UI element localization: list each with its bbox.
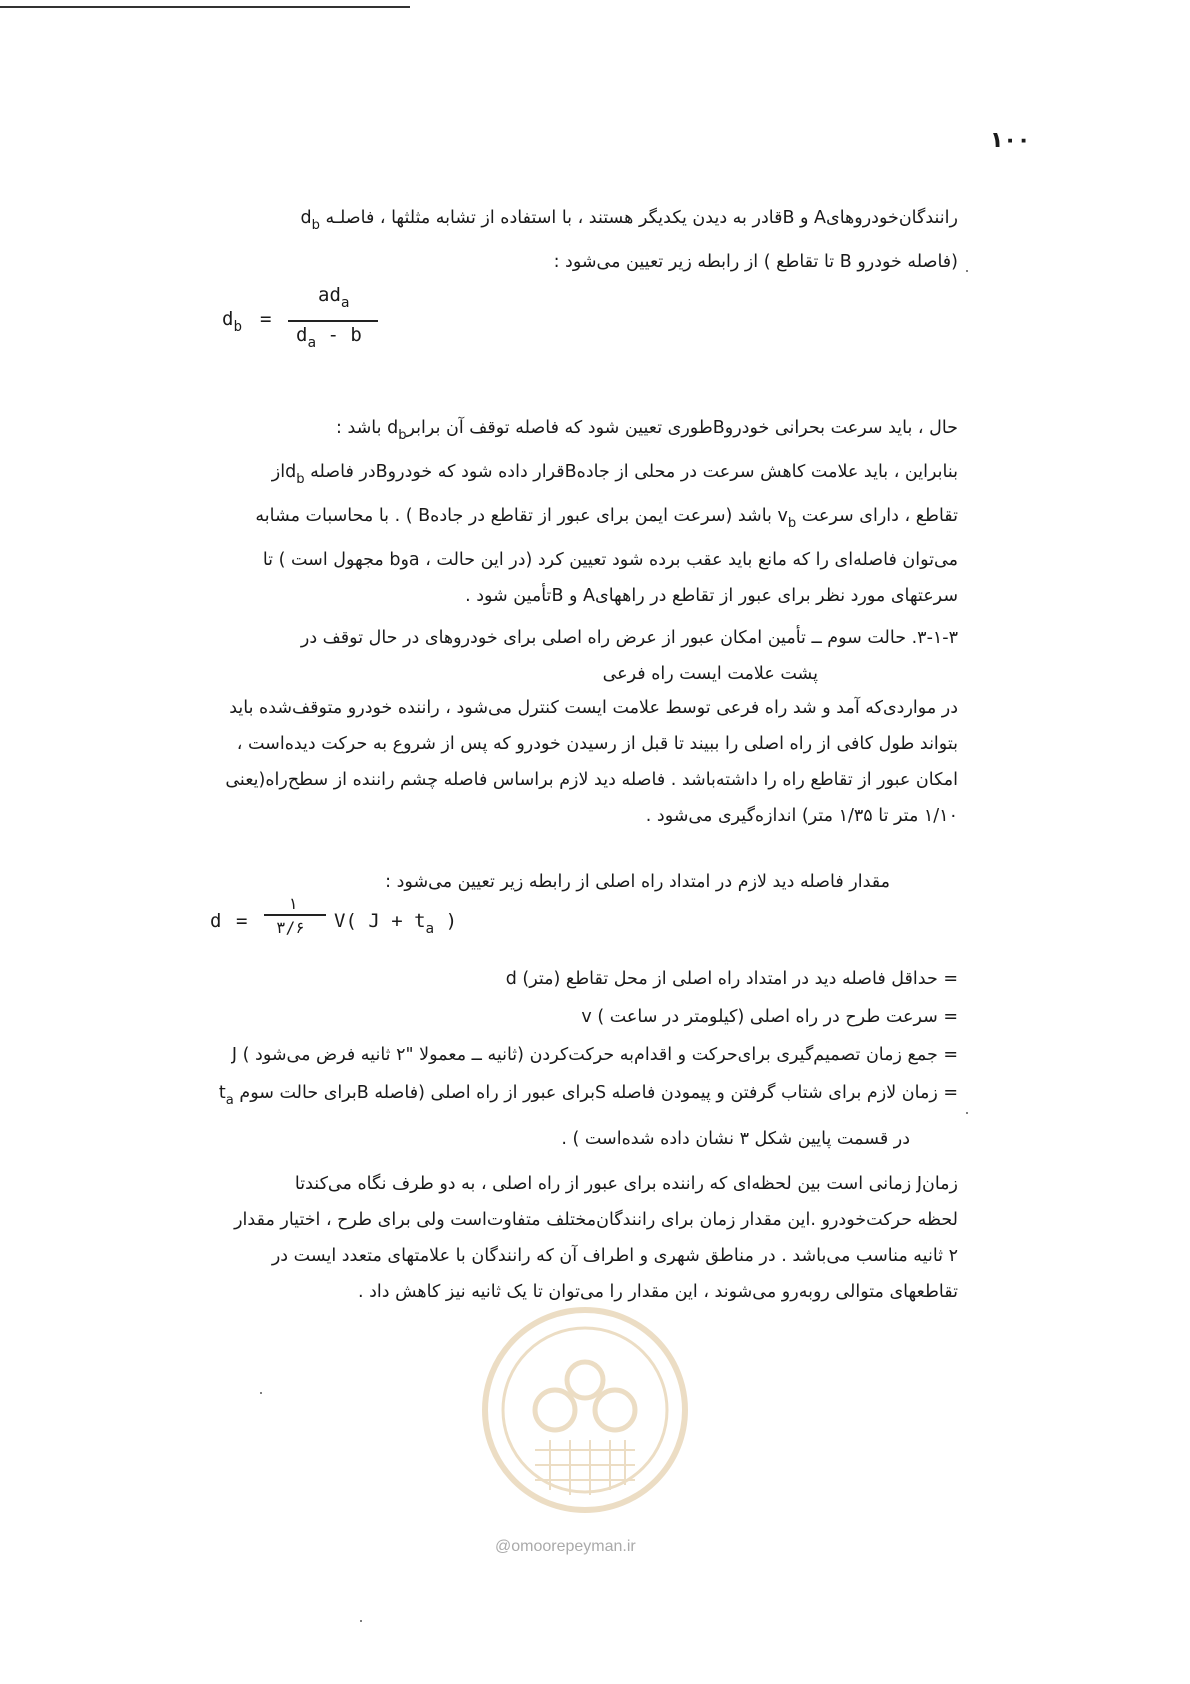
var-db: $d_b$ bbox=[300, 208, 320, 233]
scan-speck bbox=[360, 1620, 362, 1622]
paragraph-2-line-4: می‌توان فاصله‌ای را که مانع باید عقب برده شود تعیین کرد (در این حالت ، aوb مجهول است ) تا bbox=[262, 550, 958, 570]
section-title-line-1: ۳-۱-۳. حالت سوم ــ تأمین امکان عبور از عرض راه اصلی برای خودروهای در حال توقف در bbox=[300, 628, 958, 648]
watermark-emblem bbox=[475, 1300, 695, 1520]
section-title-line-2: پشت علامت ایست راه فرعی bbox=[602, 664, 818, 684]
fraction-bar bbox=[288, 320, 378, 322]
paragraph-3-line-1: در مواردی‌که آمد و شد راه فرعی توسط علامت ایست کنترل می‌شود ، راننده خودرو متوقف‌شده باید bbox=[229, 698, 958, 718]
symbol-ta: $t_a$ bbox=[218, 1083, 234, 1108]
page-number: ۱۰۰ bbox=[990, 128, 1031, 153]
paragraph-1-line-2: (فاصله خودرو B تا تقاطع ) از رابطه زیر تعیین می‌شود : bbox=[553, 252, 958, 272]
definition-j: = جمع زمان تصمیم‌گیری برای‌حرکت و اقدام‌به حرکت‌کردن (ثانیه ــ معمولا "۲ ثانیه فرض می‌شود ) J bbox=[231, 1045, 958, 1065]
paragraph-3 bbox=[198, 690, 958, 834]
formula-1-numerator: $ad_a$ bbox=[318, 284, 350, 311]
formula-2-numerator: ۱ bbox=[288, 894, 298, 913]
top-rule bbox=[0, 6, 410, 8]
formula-2-eq: = bbox=[236, 910, 248, 932]
definition-v: = سرعت طرح در راه اصلی (کیلومتر در ساعت ) v bbox=[581, 1007, 958, 1027]
paragraph-5-line-1: زمانJ زمانی است بین لحظه‌ای که راننده برای عبور از راه اصلی ، به دو طرف نگاه می‌کندتا bbox=[294, 1174, 958, 1194]
paragraph-5-line-4: تقاطعهای متوالی روبه‌رو می‌شوند ، این مقدار را می‌توان تا یک ثانیه نیز کاهش داد . bbox=[357, 1282, 958, 1302]
paragraph-2-line-1: حال ، باید سرعت بحرانی خودروBطوری تعیین شود که فاصله توقف آن برابرd$_b$ باشد : bbox=[336, 418, 958, 443]
section-number: ۳-۱-۳ bbox=[917, 628, 958, 648]
paragraph-1-line-1: رانندگان‌خودروهای‌A و Bقادر به دیدن یکدیگر هستند ، با استفاده از تشابه مثلثها ، فاصلـه $d_b$ bbox=[300, 208, 958, 233]
paragraph-3-line-2: بتواند طول کافی از راه اصلی را ببیند تا قبل از رسیدن خودرو که پس از شروع به حرکت دیده‌است ، bbox=[236, 734, 958, 754]
paragraph-5 bbox=[198, 1166, 958, 1310]
paragraph-2-line-3: تقاطع ، دارای سرعت $v_b$ باشد (سرعت ایمن برای عبور از تقاطع در جاده‌B ) . با محاسبات مشابه bbox=[255, 506, 958, 531]
watermark-site: @omoorepeyman.ir bbox=[495, 1538, 636, 1555]
paragraph-5-line-3: ۲ ثانیه مناسب می‌باشد . در مناطق شهری و اطراف آن که رانندگان با علامتهای متعدد ایست در bbox=[271, 1246, 958, 1266]
formula-1-lhs: $d_b$ bbox=[222, 308, 243, 335]
formula-2-rest: V( $J + t_a$ ) bbox=[334, 910, 458, 937]
formula-1-denominator: $d_a$ - b bbox=[296, 324, 362, 351]
definition-continuation: در قسمت پایین شکل ۳ نشان داده شده‌است ) . bbox=[561, 1129, 910, 1149]
paragraph-3-line-4: ۱/۱۰ متر تا ۱/۳۵ متر) اندازه‌گیری می‌شود . bbox=[645, 806, 958, 826]
definition-d: = حداقل فاصله دید در امتداد راه اصلی از محل تقاطع (متر) d bbox=[505, 969, 958, 989]
paragraph-2-line-5: سرعتهای مورد نظر برای عبور از تقاطع در راههایA و Bتأمین شود . bbox=[465, 586, 958, 606]
scan-speck bbox=[966, 1112, 968, 1114]
section-heading bbox=[198, 620, 958, 692]
paragraph-2 bbox=[198, 410, 958, 614]
formula-2-denominator: ۳/۶ bbox=[276, 918, 305, 937]
paragraph-2-line-2: بنابراین ، باید علامت کاهش سرعت در محلی از جاده‌Bقرار داده شود که خودروBدر فاصله $d_bاز$ bbox=[271, 462, 958, 487]
formula-1-eq: = bbox=[260, 308, 272, 330]
paragraph-1 bbox=[218, 200, 958, 280]
scan-speck bbox=[966, 270, 968, 272]
formula-2-lhs: d bbox=[210, 910, 222, 932]
paragraph-5-line-2: لحظه حرکت‌خودرو .این مقدار زمان برای رانندگان‌مختلف متفاوت‌است ولی برای طرح ، اختیار مقدار bbox=[234, 1210, 958, 1230]
paragraph-3-line-3: امکان عبور از تقاطع راه را داشته‌باشد . فاصله دید لازم براساس فاصله چشم راننده از سطح‌راه(یعنی bbox=[225, 770, 958, 790]
definitions-list bbox=[198, 960, 958, 1158]
scan-speck bbox=[260, 1392, 262, 1394]
definition-ta: = زمان لازم برای شتاب گرفتن و پیمودن فاصله Sبرای عبور از راه اصلی (فاصله Bبرای حالت سوم $t_a$ bbox=[218, 1083, 958, 1108]
paragraph-4: مقدار فاصله دید لازم در امتداد راه اصلی از رابطه زیر تعیین می‌شود : bbox=[385, 872, 890, 892]
fraction-bar-2 bbox=[264, 914, 326, 916]
